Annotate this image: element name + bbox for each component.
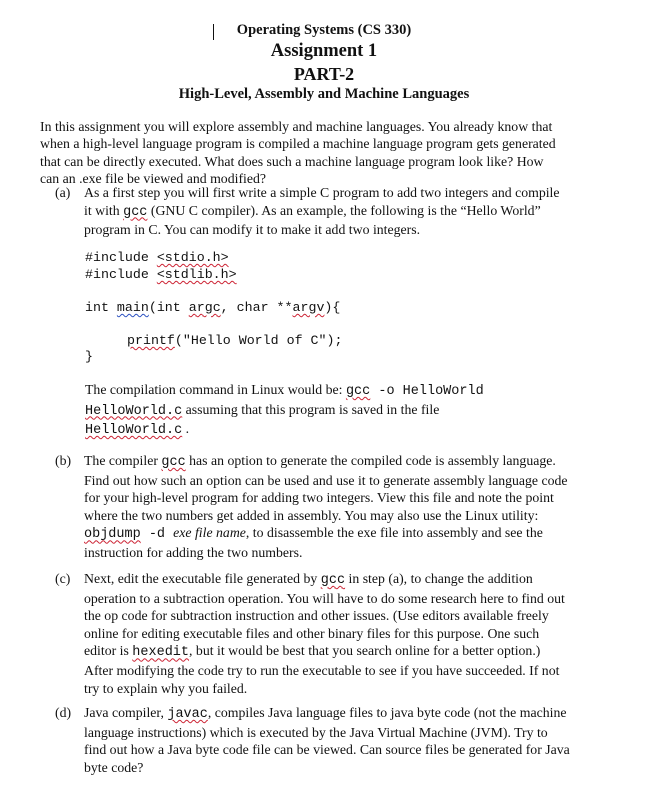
item-a-label: (a)	[55, 185, 71, 200]
item-d-text: Java compiler, javac, compiles Java language files to java byte code (not the machine language instructions) which is executed by the Java Virtual Machine (JVM). Try to find out how a Java byte code file can be viewed. Can source files be generated for Java byte code?	[84, 705, 570, 775]
code-line-printf: printf("Hello World of C");	[127, 333, 343, 348]
item-c-text: Next, edit the executable file generated by gcc in step (a), to change the addition operation to a subtraction operation. You will have to do some research here to find out the op code for subtraction instruction and other issues. (Use editors available freely online for editing executable files and other binary files for this purpose. One such editor is hexedit, but it would be best that you search online for a better option.) After modifying the code try to run the executable to see if you have succeeded. If not try to explain why you failed.	[84, 571, 565, 696]
gcc-term: gcc	[123, 204, 148, 220]
item-c-label: (c)	[55, 571, 71, 586]
item-b-label: (b)	[55, 453, 72, 468]
subtitle: High-Level, Assembly and Machine Languages	[178, 86, 470, 102]
code-line-include-stdio: #include <stdio.h>	[85, 250, 229, 265]
item-b	[55, 452, 570, 562]
objdump-term: objdump	[84, 527, 141, 543]
javac-term: javac	[167, 707, 208, 722]
course-title: Operating Systems (CS 330)	[236, 22, 412, 38]
compile-paragraph: The compilation command in Linux would be: gcc -o HelloWorld HelloWorld.c assuming that this program is saved in the file HelloWorld.c .	[85, 382, 484, 439]
code-line-close: }	[85, 349, 93, 364]
item-a	[55, 184, 570, 239]
item-b-text: The compiler gcc has an option to generate the compiled code is assembly language. Find out how such an option can be used and use it to generate assembly language code for your high-level program for adding two integers. View this file and note the point where the two numbers get added in assembly. You may also use the Linux utility: objdump -d exe file name, to disassemble the exe file into assembly and see the instruction for adding the two numbers.	[84, 453, 568, 560]
assignment-title: Assignment 1	[270, 41, 378, 61]
item-c	[55, 570, 570, 697]
code-line-include-stdlib: #include <stdlib.h>	[85, 267, 237, 282]
item-d-label: (d)	[55, 705, 72, 720]
hexedit-term: hexedit	[132, 645, 190, 661]
code-line-main: int main(int argc, char **argv){	[85, 300, 341, 315]
item-d	[55, 704, 570, 776]
part-title: PART-2	[293, 64, 355, 84]
item-a-text: As a first step you will first write a simple C program to add two integers and compile it with gcc (GNU C compiler). As an example, the following is the “Hello World” program in C. You can modify it to make it add two integers.	[84, 185, 560, 238]
intro-paragraph: In this assignment you will explore assembly and machine languages. You already know that when a high-level language program is compiled a machine language program gets generated that can be directly executed. What does such a machine language program look like? How can an .exe file be viewed and modified?	[40, 119, 556, 187]
